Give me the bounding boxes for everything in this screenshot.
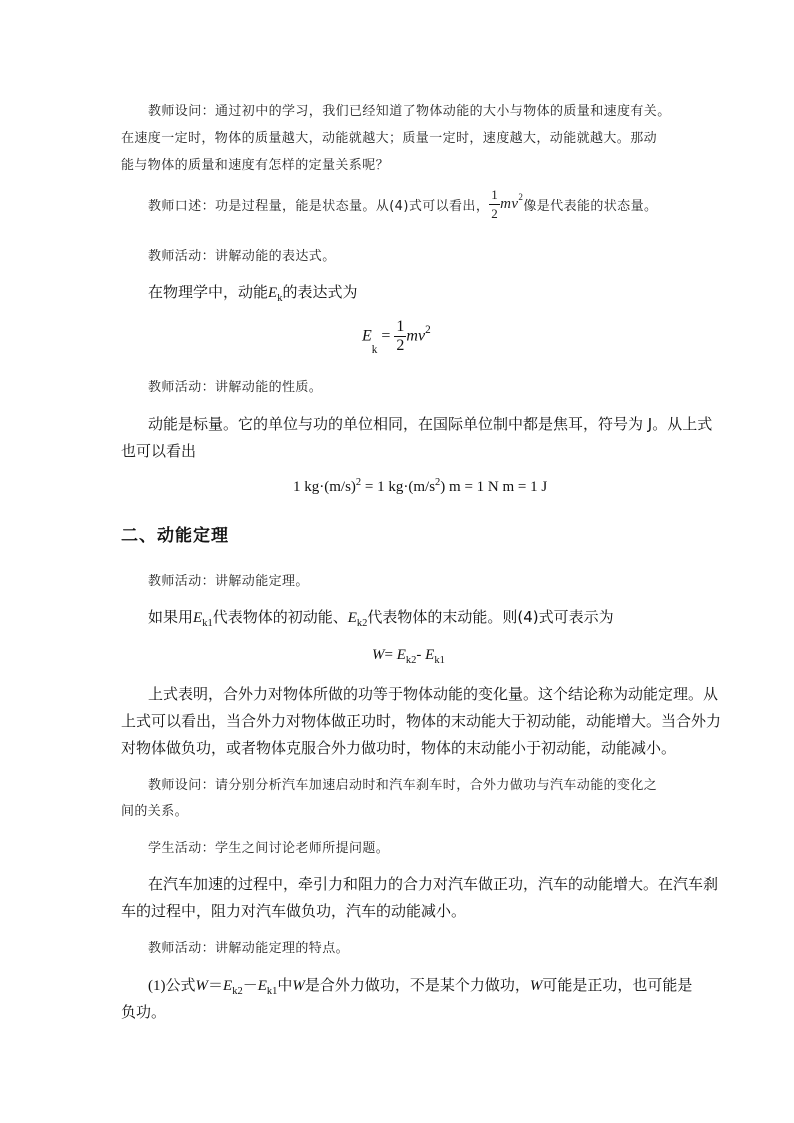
feature-1-line-2: 负功。 bbox=[121, 1003, 167, 1021]
teacher-narration bbox=[148, 186, 657, 223]
fraction-half bbox=[489, 186, 500, 223]
expr-mv: mv bbox=[500, 196, 519, 212]
feature-text-6: 可能是正功，也可能是 bbox=[542, 976, 693, 994]
eq3-sub-k2: k2 bbox=[405, 655, 417, 666]
teacher-activity-theorem: 教师活动：讲解动能定理。 bbox=[148, 574, 309, 589]
teacher-question-line-2: 在速度一定时，物体的质量越大，动能就越大；质量一定时，速度越大，动能就越大。那动 bbox=[121, 131, 658, 146]
theorem-text-3: 代表物体的末动能。则(4)式可表示为 bbox=[367, 608, 614, 626]
scalar-line-1: 动能是标量。它的单位与功的单位相同，在国际单位制中都是焦耳，符号为 J。从上式 bbox=[148, 415, 713, 433]
narration-text-before: 教师口述：功是过程量，能是状态量。从(4)式可以看出， bbox=[148, 199, 490, 214]
feature-text-1: (1)公式 bbox=[148, 978, 196, 994]
eq2-sup-b: 2 bbox=[435, 477, 441, 488]
car-analysis-line-1: 在汽车加速的过程中，牵引力和阻力的合力对汽车做正功，汽车的动能增大。在汽车刹 bbox=[148, 875, 719, 893]
feature-W1: W bbox=[195, 978, 208, 994]
theorem-E2: E bbox=[347, 610, 357, 626]
theorem-text-1: 如果用 bbox=[148, 608, 194, 626]
eq2-part-c: ) m = 1 N m = 1 J bbox=[440, 479, 548, 495]
feature-text-4: 中 bbox=[277, 976, 293, 994]
feature-W3: W bbox=[529, 978, 543, 994]
eq2-part-a: 1 kg·(m/s) bbox=[293, 479, 356, 495]
equation-work-energy bbox=[372, 647, 445, 666]
theorem-explanation-line-3: 对物体做负功，或者物体克服合外力做功时，物体的末动能小于初动能，动能减小。 bbox=[121, 739, 677, 757]
theorem-E1: E bbox=[193, 610, 203, 626]
eq3-E2: E bbox=[396, 647, 406, 663]
eq1-numerator: 1 bbox=[396, 318, 405, 335]
eq1-mv: mv bbox=[406, 327, 426, 345]
feature-sub-k1: k1 bbox=[266, 986, 278, 997]
feature-text-5: 是合外力做功，不是某个力做功， bbox=[304, 976, 530, 994]
teacher-activity-expression: 教师活动：讲解动能的表达式。 bbox=[148, 249, 336, 264]
teacher-question-line-1: 教师设问：通过初中的学习，我们已经知道了物体动能的大小与物体的质量和速度有关。 bbox=[148, 104, 671, 119]
eq3-sub-k1: k1 bbox=[434, 655, 445, 666]
theorem-explanation-line-1: 上式表明，合外力对物体所做的功等于物体动能的变化量。这个结论称为动能定理。从 bbox=[148, 685, 719, 703]
fraction-denominator: 2 bbox=[491, 206, 499, 221]
feature-text-3: － bbox=[242, 976, 258, 994]
car-analysis-line-2: 车的过程中，阻力对汽车做负功，汽车的动能减小。 bbox=[121, 902, 467, 920]
eq2-part-b: = 1 kg·(m/s bbox=[361, 479, 436, 495]
eq1-exponent: 2 bbox=[425, 324, 431, 336]
teacher-activity-features: 教师活动：讲解动能定理的特点。 bbox=[148, 941, 350, 956]
theorem-explanation-line-2: 上式可以看出，当合外力对物体做正功时，物体的末动能大于初动能，动能增大。当合外力 bbox=[121, 712, 722, 730]
feature-1-line-1 bbox=[148, 974, 692, 997]
feature-E2: E bbox=[223, 978, 233, 994]
symbol-sub-k: k bbox=[277, 293, 283, 304]
eq1-fraction bbox=[394, 318, 406, 355]
theorem-sub-k1: k1 bbox=[202, 618, 213, 629]
teacher-question-car-line-1: 教师设问：请分别分析汽车加速启动时和汽车刹车时，合外力做功与汽车动能的变化之 bbox=[148, 778, 658, 793]
feature-W2: W bbox=[292, 978, 305, 994]
teacher-question-line-3: 能与物体的质量和速度有怎样的定量关系呢？ bbox=[121, 158, 390, 173]
expr-exponent: 2 bbox=[518, 192, 524, 202]
eq3-minus: - bbox=[416, 647, 426, 663]
eq1-denominator: 2 bbox=[396, 337, 405, 354]
eq3-E1: E bbox=[425, 647, 435, 663]
equation-kinetic-energy bbox=[362, 318, 431, 356]
feature-text-2: ＝ bbox=[208, 976, 224, 994]
eq3-W: W bbox=[372, 647, 385, 663]
eq1-equals: = bbox=[377, 327, 395, 345]
feature-E1: E bbox=[257, 978, 267, 994]
theorem-intro bbox=[148, 606, 614, 629]
fraction-numerator: 1 bbox=[489, 186, 500, 205]
scalar-line-2: 也可以看出 bbox=[121, 442, 197, 460]
kinetic-energy-intro bbox=[148, 281, 357, 304]
theorem-sub-k2: k2 bbox=[356, 618, 368, 629]
teacher-activity-properties: 教师活动：讲解动能的性质。 bbox=[148, 380, 323, 395]
eq3-equals: = bbox=[384, 647, 397, 663]
eq1-E: E bbox=[362, 327, 372, 345]
feature-sub-k2: k2 bbox=[232, 986, 243, 997]
symbol-E: E bbox=[268, 285, 278, 301]
intro-text-after: 的表达式为 bbox=[282, 283, 358, 301]
intro-text-before: 在物理学中，动能 bbox=[148, 283, 269, 301]
eq1-sub-k: k bbox=[371, 344, 378, 356]
teacher-question-car-line-2: 间的关系。 bbox=[121, 804, 189, 819]
student-activity: 学生活动：学生之间讨论老师所提问题。 bbox=[148, 841, 390, 856]
narration-text-after: 像是代表能的状态量。 bbox=[523, 199, 658, 214]
eq2-sup-a: 2 bbox=[355, 477, 362, 488]
theorem-text-2: 代表物体的初动能、 bbox=[212, 608, 348, 626]
equation-units bbox=[293, 477, 547, 496]
section-heading: 二、动能定理 bbox=[121, 526, 229, 546]
